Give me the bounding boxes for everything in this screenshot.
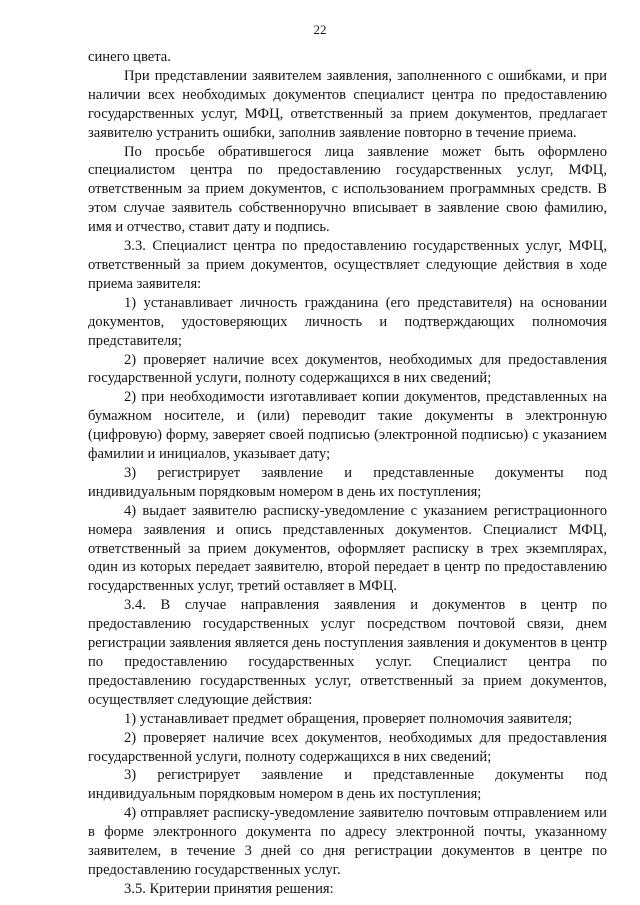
list-item-3-4-4: 4) отправляет расписку-уведомление заявителю почтовым отправлением или в форме электронного документа по адресу электронной почты, указанному заявителем, в течение 3 дней со дня регистрации документов в центре по предоставлению государственных услуг. bbox=[88, 805, 607, 878]
list-item-3-3-3: 3) регистрирует заявление и представленные документы под индивидуальным порядковым номером в день их поступления; bbox=[88, 464, 607, 500]
paragraph-software-form: По просьбе обратившегося лица заявление может быть оформлено специалистом центра по предоставлению государственных услуг, МФЦ, ответственным за прием документов, с использованием программных средств. В этом случае заявитель собственноручно вписывает в заявление свою фамилию, имя и отчество, ставит дату и подпись. bbox=[88, 143, 607, 236]
paragraph-continuation: синего цвета. bbox=[88, 49, 171, 65]
section-3-5: 3.5. Критерии принятия решения: bbox=[124, 880, 334, 897]
body-text bbox=[88, 48, 607, 899]
list-item-3-3-2b: 2) при необходимости изготавливает копии документов, представленных на бумажном носителе, и (или) переводит такие документы в электронную (цифровую) форму, заверяет своей подписью (электронной подписью) с указанием фамилии и инициалов, указывает дату; bbox=[88, 389, 607, 463]
section-3-4: 3.4. В случае направления заявления и документов в центр по предоставлению государственных услуг посредством почтовой связи, днем регистрации заявления является день поступления заявления и документов в центр по предоставлению государственных услуг. Специалист центра по предоставлению государственных услуг, ответственный за прием документов, осуществляет следующие действия: bbox=[88, 597, 607, 708]
list-item-3-4-2: 2) проверяет наличие всех документов, необходимых для предоставления государственной услуги, полноту содержащихся в них сведений; bbox=[88, 729, 607, 765]
paragraph-errors: При представлении заявителем заявления, заполненного с ошибками, и при наличии всех необходимых документов специалист центра по предоставлению государственных услуг, МФЦ, ответственный за прием документов, предлагает заявителю устранить ошибки, заполнив заявление повторно в течение приема. bbox=[88, 67, 607, 141]
list-item-3-4-1: 1) устанавливает предмет обращения, проверяет полномочия заявителя; bbox=[124, 710, 573, 727]
list-item-3-3-1: 1) устанавливает личность гражданина (его представителя) на основании документов, удостоверяющих личность и подтверждающих полномочия представителя; bbox=[88, 294, 607, 349]
list-item-3-3-4: 4) выдает заявителю расписку-уведомление с указанием регистрационного номера заявления и опись представленных документов. Специалист МФЦ, ответственный за прием документов, оформляет расписку в трех экземплярах, один из которых передает заявителю, второй передает в центр по предоставлению государственных услуг, третий оставляет в МФЦ. bbox=[88, 502, 607, 595]
list-item-3-3-2: 2) проверяет наличие всех документов, необходимых для предоставления государственной услуги, полноту содержащихся в них сведений; bbox=[88, 351, 607, 387]
section-3-3: 3.3. Специалист центра по предоставлению государственных услуг, МФЦ, ответственный за прием документов, осуществляет следующие действия в ходе приема заявителя: bbox=[88, 238, 607, 292]
page-number: 22 bbox=[313, 22, 327, 37]
list-item-3-4-3: 3) регистрирует заявление и представленные документы под индивидуальным порядковым номером в день их поступления; bbox=[88, 767, 607, 803]
